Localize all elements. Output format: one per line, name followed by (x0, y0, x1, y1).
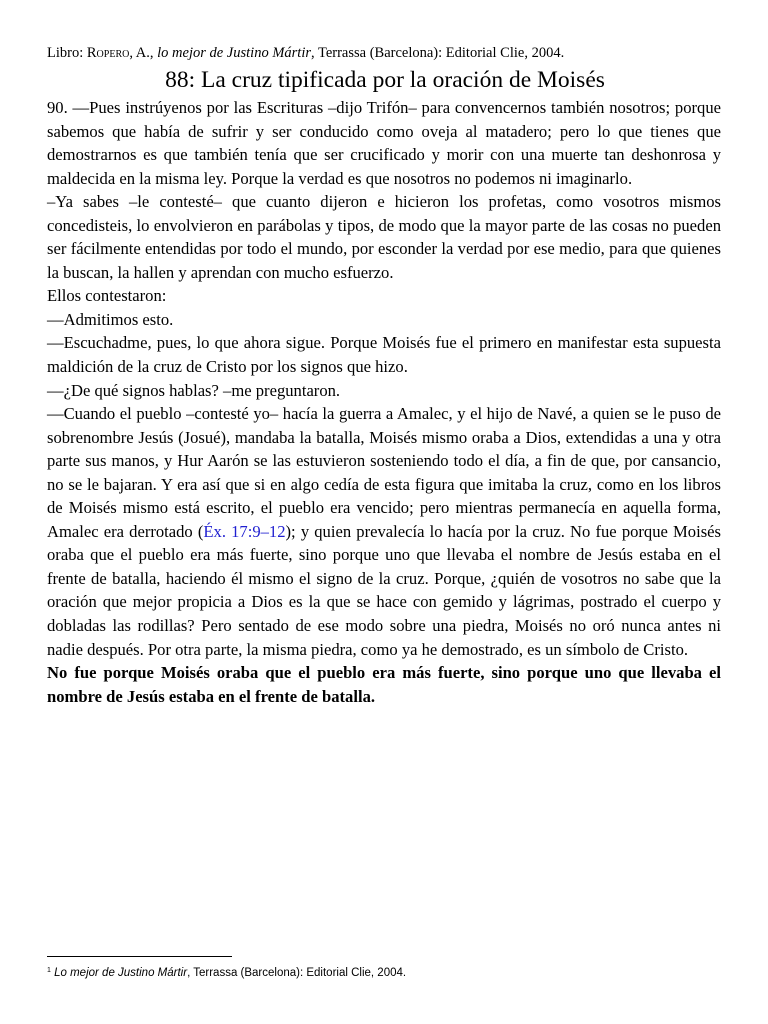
paragraph-text-after: ); y quien prevalecía lo hacía por la cruz. No fue porque Moisés oraba que el pueblo era más fuerte, sino porque uno que llevaba el nombre de Jesús estaba en el frente de batalla, haciendo él mismo el signo de la cruz. Porque, ¿quién de vosotros no sabe que la oración que mejor propicia a Dios es la que se hace con gemido y lágrimas, postrado el cuerpo y dobladas las rodillas? Pero sentado de ese modo sobre una piedra, Moisés no oró nunca antes ni nadie después. Por otra parte, la misma piedra, como ya he demostrado, es un símbolo de Cristo. (47, 521, 721, 659)
footnote (47, 963, 727, 981)
source-title: lo mejor de Justino Mártir (157, 45, 311, 61)
paragraph (47, 402, 721, 661)
source-author: Ropero (86, 45, 130, 61)
footnote-title: Lo mejor de Justino Mártir (54, 967, 188, 979)
paragraph: 90. —Pues instrúyenos por las Escrituras –dijo Trifón– para convencernos también nosotros; porque sabemos que había de sufrir y ser conducido como oveja al matadero; pero lo que tienes que demostrarnos es que también tenía que ser crucificado y morir con una muerte tan deshonrosa y maldecida en la misma ley. Porque la verdad es que nosotros no podemos ni imaginarlo. (47, 98, 721, 188)
footnote-marker: 1 (47, 967, 51, 974)
highlight-quote: No fue porque Moisés oraba que el pueblo era más fuerte, sino porque uno que llevaba el nombre de Jesús estaba en el frente de batalla. (47, 663, 721, 706)
footnote-divider (47, 956, 232, 957)
body-text (47, 96, 721, 708)
paragraph: –Ya sabes –le contesté– que cuanto dijeron e hicieron los profetas, como vosotros mismos concedisteis, lo envolvieron en parábolas y tipos, de modo que la mayor parte de las cosas no pueden ser fácilmente entendidas por todo el mundo, por esconder la verdad por ese medio, para que quienes la buscan, la hallen y aprendan con mucho esfuerzo. (47, 192, 721, 282)
paragraph: —¿De qué signos hablas? –me preguntaron. (47, 380, 341, 400)
paragraph-text-before: —Cuando el pueblo –contesté yo– hacía la guerra a Amalec, y el hijo de Navé, a quien se le puso de sobrenombre Jesús (Josué), mandaba la batalla, Moisés mismo oraba a Dios, extendidas a una y otra parte sus manos, y Hur Aarón se las estuvieron sosteniendo todo el día, a fin de que, por cansancio, no se le bajaran. Y era así que si en algo cedía de esta figura que imitaba la cruz, como en los libros de Moisés mismo está escrito, el pueblo era vencido; pero mientras permanecía en aquella forma, Amalec era derrotado ( (47, 404, 721, 541)
paragraph: —Escuchadme, pues, lo que ahora sigue. Porque Moisés fue el primero en manifestar esta supuesta maldición de la cruz de Cristo por los signos que hizo. (47, 333, 721, 377)
paragraph: —Admitimos esto. (47, 309, 174, 329)
paragraph: Ellos contestaron: (47, 286, 167, 306)
source-author-rest: , A., (129, 45, 158, 61)
page-title: 88: La cruz tipificada por la oración de Moisés (165, 67, 605, 93)
source-rest: , Terrassa (Barcelona): Editorial Clie, 2004. (311, 45, 565, 61)
scripture-reference-link[interactable]: Éx. 17:9–12 (203, 521, 286, 541)
source-prefix: Libro: (47, 45, 87, 61)
footnote-rest: , Terrassa (Barcelona): Editorial Clie, 2004. (187, 967, 407, 979)
source-citation (47, 43, 727, 63)
